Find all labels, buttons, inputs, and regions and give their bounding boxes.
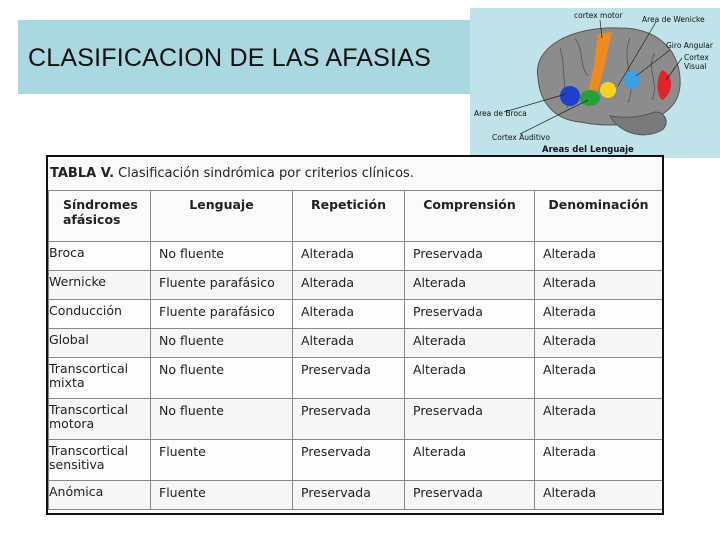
cell-denominacion: Alterada [535, 242, 663, 271]
table-row [49, 358, 663, 399]
header-repeticion: Repetición [293, 191, 405, 242]
table-row [49, 300, 663, 329]
cell-lenguaje: Fluente [151, 481, 293, 510]
brain-diagram [470, 8, 720, 158]
auditory-cortex [580, 90, 600, 106]
table-caption [50, 166, 414, 181]
cell-lenguaje: Fluente parafásico [151, 271, 293, 300]
aphasia-table-frame [46, 155, 664, 515]
slide-title: CLASIFICACION DE LAS AFASIAS [28, 44, 431, 72]
header-lenguaje: Lenguaje [151, 191, 293, 242]
label-cortex-visual-1: Cortex [684, 53, 709, 62]
cell-syndrome: Global [49, 329, 151, 358]
cell-comprension: Preservada [405, 481, 535, 510]
label-cortex-auditivo: Cortex Auditivo [492, 133, 550, 142]
cell-comprension: Preservada [405, 399, 535, 440]
cell-repeticion: Alterada [293, 242, 405, 271]
cell-comprension: Preservada [405, 242, 535, 271]
cell-repeticion: Preservada [293, 481, 405, 510]
table-row [49, 399, 663, 440]
broca-area [560, 86, 580, 106]
cell-denominacion: Alterada [535, 440, 663, 481]
cell-comprension: Alterada [405, 271, 535, 300]
angular-gyrus [624, 71, 640, 89]
cell-repeticion: Preservada [293, 399, 405, 440]
table-caption-prefix: TABLA V. [50, 166, 115, 181]
cell-denominacion: Alterada [535, 300, 663, 329]
cell-lenguaje: No fluente [151, 242, 293, 271]
label-cortex-visual-2: Visual [684, 62, 707, 71]
cell-syndrome: Conducción [49, 300, 151, 329]
cell-syndrome: Transcortical sensitiva [49, 440, 151, 481]
cell-denominacion: Alterada [535, 329, 663, 358]
cell-syndrome: Transcortical motora [49, 399, 151, 440]
cell-lenguaje: Fluente [151, 440, 293, 481]
table-caption-text: Clasificación sindrómica por criterios clínicos. [118, 166, 414, 181]
cell-denominacion: Alterada [535, 358, 663, 399]
cell-repeticion: Alterada [293, 300, 405, 329]
cell-lenguaje: Fluente parafásico [151, 300, 293, 329]
cell-syndrome: Anómica [49, 481, 151, 510]
cell-repeticion: Preservada [293, 358, 405, 399]
label-broca: Area de Broca [474, 109, 527, 118]
table-row [49, 440, 663, 481]
label-cortex-motor: cortex motor [574, 11, 623, 20]
brain-illustration [470, 8, 720, 158]
cell-repeticion: Preservada [293, 440, 405, 481]
aphasia-classification-table [48, 190, 663, 510]
label-giro-angular: Giro Angular [666, 41, 713, 50]
label-wernicke: Area de Wenicke [642, 15, 705, 24]
header-denominacion: Denominación [535, 191, 663, 242]
header-comprension: Comprensión [405, 191, 535, 242]
cell-syndrome: Broca [49, 242, 151, 271]
wernicke-area [600, 82, 616, 98]
table-row [49, 271, 663, 300]
cell-denominacion: Alterada [535, 399, 663, 440]
cell-denominacion: Alterada [535, 271, 663, 300]
cell-lenguaje: No fluente [151, 399, 293, 440]
cell-denominacion: Alterada [535, 481, 663, 510]
cell-syndrome: Wernicke [49, 271, 151, 300]
cell-comprension: Preservada [405, 300, 535, 329]
table-row [49, 329, 663, 358]
cell-comprension: Alterada [405, 358, 535, 399]
cell-comprension: Alterada [405, 329, 535, 358]
cell-comprension: Alterada [405, 440, 535, 481]
header-sindromes: Síndromes afásicos [49, 191, 151, 242]
table-header-row [49, 191, 663, 242]
table-row [49, 242, 663, 271]
cell-syndrome: Transcortical mixta [49, 358, 151, 399]
table-row [49, 481, 663, 510]
cell-lenguaje: No fluente [151, 358, 293, 399]
cell-lenguaje: No fluente [151, 329, 293, 358]
cell-repeticion: Alterada [293, 329, 405, 358]
label-areas-lenguaje: Areas del Lenguaje [542, 145, 634, 155]
cell-repeticion: Alterada [293, 271, 405, 300]
